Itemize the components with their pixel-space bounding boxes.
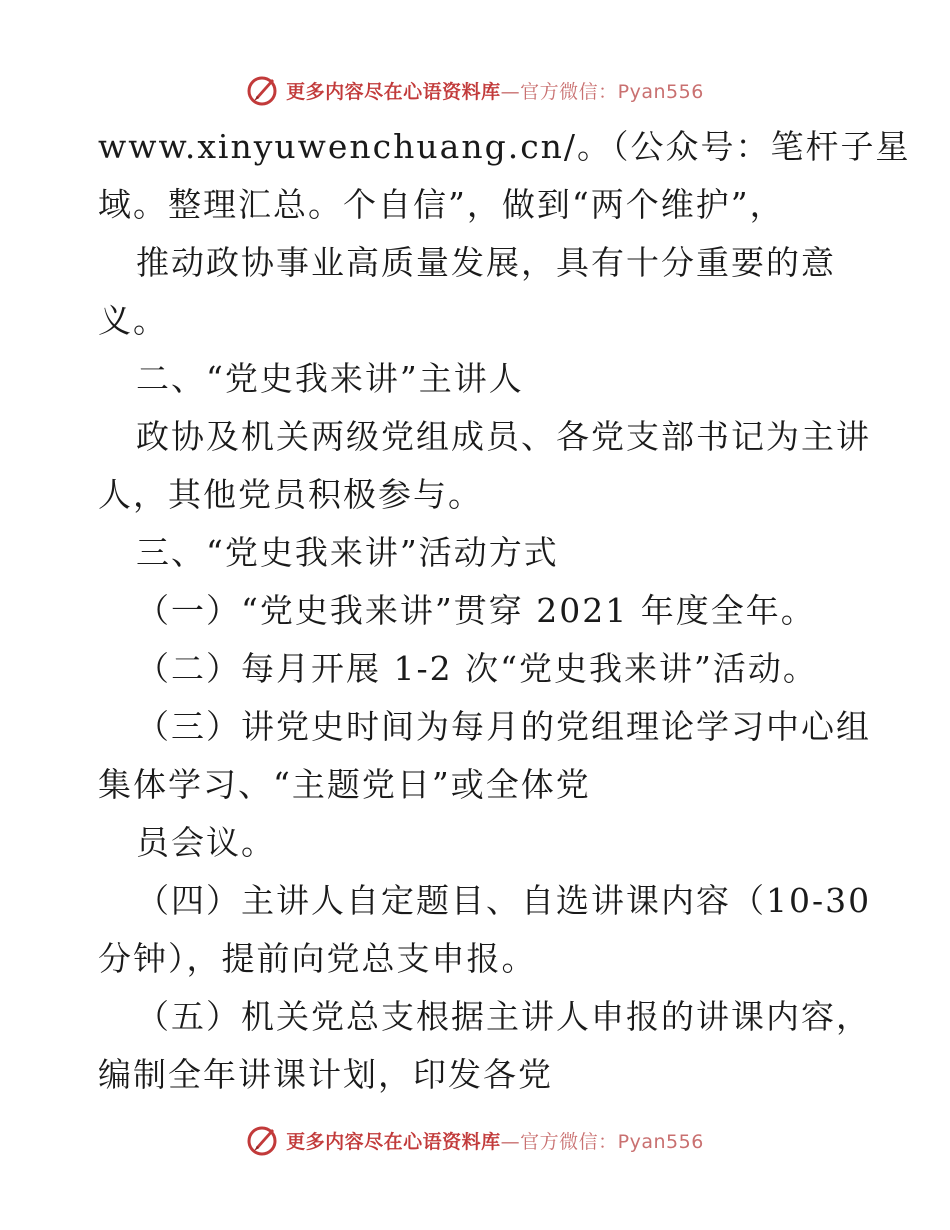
quill-logo-icon <box>246 73 280 107</box>
section-heading: 三、“党史我来讲”活动方式 <box>136 533 559 572</box>
list-item: （四）主讲人自定题目、自选讲课内容（10-30 <box>136 881 872 920</box>
text-line: www.xinyuwenchuang.cn/。（公众号：笔杆子星 <box>98 127 911 166</box>
section-heading: 二、“党史我来讲”主讲人 <box>136 359 524 398</box>
footer-banner <box>0 1115 950 1165</box>
text-line: 分钟），提前向党总支申报。 <box>98 939 537 978</box>
text-line: 政协及机关两级党组成员、各党支部书记为主讲 <box>136 417 871 456</box>
text-line: 推动政协事业高质量发展，具有十分重要的意 <box>136 243 836 282</box>
list-item: （二）每月开展 1-2 次“党史我来讲”活动。 <box>136 649 818 688</box>
quill-logo-icon <box>246 1123 280 1157</box>
banner-text: 更多内容尽在心语资料库—官方微信：Pyan556 <box>286 80 704 103</box>
text-line: 人，其他党员积极参与。 <box>98 475 483 514</box>
list-item: （三）讲党史时间为每月的党组理论学习中心组 <box>136 707 871 746</box>
text-line: 义。 <box>98 301 168 340</box>
text-line: 集体学习、“主题党日”或全体党 <box>98 765 591 804</box>
list-item: （五）机关党总支根据主讲人申报的讲课内容， <box>136 997 871 1036</box>
banner-text: 更多内容尽在心语资料库—官方微信：Pyan556 <box>286 1130 704 1153</box>
text-line: 员会议。 <box>136 823 276 862</box>
text-line: 域。整理汇总。个自信”，做到“两个维护”， <box>98 185 785 224</box>
document-body <box>98 118 911 1104</box>
text-line: 编制全年讲课计划，印发各党 <box>98 1055 553 1094</box>
list-item: （一）“党史我来讲”贯穿 2021 年度全年。 <box>136 591 816 630</box>
header-banner <box>0 65 950 115</box>
